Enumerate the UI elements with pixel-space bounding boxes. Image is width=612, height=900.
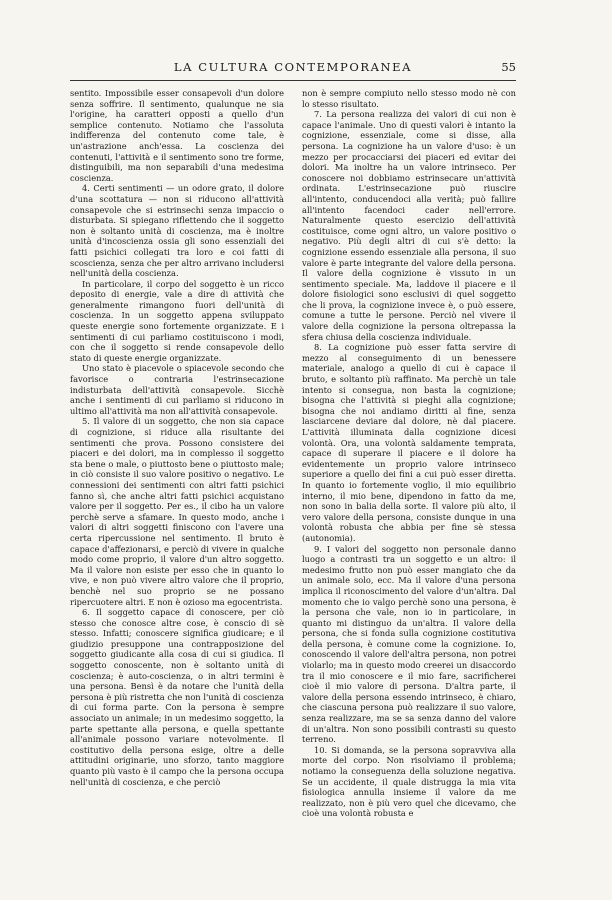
page-header: [70, 60, 516, 78]
paragraph: sentito. Impossibile esser consapevoli d'un dolore senza soffrire. Il sentimento, qualunque ne sia l'origine, ha caratteri opposti a quello d'un semplice contenuto. Notiamo che l'assoluta indifferenza del contenuto come tale, è un'astrazione anch'essa. La coscienza dei contenuti, l'attività e il sentimento sono tre forme, distinguibili, ma non separabili d'una medesima coscienza.: [70, 88, 284, 183]
paragraph: 5. Il valore di un soggetto, che non sia capace di cognizione, si riduce alla risultante dei sentimenti che prova. Possono consistere dei piaceri e dei dolori, ma in complesso il soggetto sta bene o male, o piuttosto bene o piuttosto male; in ciò consiste il suo valore positivo o negativo. Le connessioni dei sentimenti con altri fatti psichici fanno sì, che anche altri fatti psichici acquistano valore per il soggetto. Per es., il cibo ha un valore perchè serve a sfamare. In questo modo, anche i valori di altri soggetti finiscono con l'avere una certa ripercussione nel sentimento. Il bruto è capace d'affezionarsi, e perciò di vivere in qualche modo come proprio, il valore d'un altro soggetto. Ma il valore non esiste per esso che in quanto lo vive, e non può vivere altro valore che il proprio, benchè nel suo proprio se ne possano ripercuotere altri. E non è ozioso ma egocentrista.: [70, 416, 284, 607]
paragraph: Uno stato è piacevole o spiacevole secondo che favorisce o contraria l'estrinsecazione indisturbata dell'attività consapevole. Sicchè anche i sentimenti di cui parliamo si riducono in ultimo all'attività ma non all'attività consapevole.: [70, 363, 284, 416]
left-column: [70, 88, 284, 787]
paragraph: non è sempre compiuto nello stesso modo nè con lo stesso risultato.: [302, 88, 516, 109]
paragraph: 4. Certi sentimenti — un odore grato, il dolore d'una scottatura — non si riducono all'attività consapevole che si estrinsechi senza impaccio o disturbata. Si spiegano riflettendo che il soggetto non è soltanto unità di coscienza, ma è inoltre unità d'incoscienza ossia gli sono essenziali dei fatti psichici collegati tra loro e coi fatti di scoscienza, senza che per altro arrivano includersi nell'unità della coscienza.: [70, 183, 284, 279]
header-rule: [70, 80, 516, 81]
running-title: LA CULTURA CONTEMPORANEA: [173, 60, 413, 74]
right-column: [302, 88, 516, 819]
paragraph: 10. Si domanda, se la persona sopravviva alla morte del corpo. Non risolviamo il problema; notiamo la conseguenza della soluzione negativa. Se un accidente, il quale distrugga la mia vita fisiologica annulla insieme il valore da me realizzato, non è più vero quel che dicevamo, che cioè una volontà robusta e: [302, 744, 516, 819]
page-number: 55: [501, 60, 516, 74]
paragraph: 8. La cognizione può esser fatta servire di mezzo al conseguimento di un benessere materiale, analogo a quello di cui è capace il bruto, e soltanto più raffinato. Ma perchè un tale intento si consegua, non basta la cognizione; bisogna che l'attività si pieghi alla cognizione; bisogna che noi andiamo diritti al fine, senza lasciarcene deviare dal dolore, nè dal piacere. L'attività illuminata dalla cognizione dicesi volontà. Ora, una volontà saldamente temprata, capace di superare il piacere e il dolore ha evidentemente un proprio valore intrinseco superiore a quello dei fini a cui può esser diretta. In quanto io fortemente voglio, il mio equilibrio interno, il mio bene, dipendono in fatto da me, non sono in balia della sorte. Il valore più alto, il vero valore della persona, consiste dunque in una volontà robusta che abbia per fine sè stessa (autonomia).: [302, 342, 516, 543]
paragraph: In particolare, il corpo del soggetto è un ricco deposito di energie, vale a dire di attività che generalmente rimangono fuori dell'unità di coscienza. In un soggetto appena sviluppato queste energie sono fortemente organizzate. E i sentimenti di cui parliamo costituiscono i modi, con che il soggetto si rende consapevole dello stato di queste energie organizzate.: [70, 278, 284, 363]
paragraph: 9. I valori del soggetto non personale danno luogo a contrasti tra un soggetto e un altro: il medesimo frutto non può esser mangiato che da un animale solo, ecc. Ma il valore d'una persona implica il riconoscimento del valore d'un'altra. Dal momento che io valgo perchè sono una persona, è la persona che vale, non io in particolare, in quanto mi distinguo da un'altra. Il valore della persona, che si fonda sulla cognizione costitutiva della persona, è comune come la cognizione. Io, conoscendo il valore dell'altra persona, non potrei violarlo; ma in questo modo creerei un disaccordo tra il mio conoscere e il mio fare, sacrificherei cioè il mio valore di persona. D'altra parte, il valore della persona essendo intrinseco, è chiaro, che ciascuna persona può realizzare il suo valore, senza realizzare, ma se sa senza danno del valore di un'altra. Non sono possibili contrasti su questo terreno.: [302, 543, 516, 745]
paragraph: 7. La persona realizza dei valori di cui non è capace l'animale. Uno di questi valori è intanto la cognizione, essenziale, come si disse, alla persona. La cognizione ha un valore d'uso: è un mezzo per procacciarsi dei piaceri ed evitar dei dolori. Ma inoltre ha un valore intrinseco. Per conoscere noi dobbiamo estrinsecare un'attività ordinata. L'estrinsecazione può riuscire all'intento, conducendoci alla verità; può fallire all'intento facendoci cader nell'errore. Naturalmente questo esercizio dell'attività costituisce, come ogni altro, un valore positivo o negativo. Più degli altri di cui s'è detto: la cognizione essendo essenziale alla persona, il suo valore è parte integrante del valore della persona. Il valore della cognizione è vissuto in un sentimento speciale. Ma, laddove il piacere e il dolore fisiologici sono esclusivi di quel soggetto che li prova, la cognizione invece è, o può essere, comune a tutte le persone. Perciò nel vivere il valore della cognizione la persona oltrepassa la sfera chiusa della coscienza individuale.: [302, 109, 516, 342]
paragraph: 6. Il soggetto capace di conoscere, per ciò stesso che conosce altre cose, è conscio di sè stesso. Infatti; conoscere significa giudicare; e il giudizio presuppone una contrapposizione del soggetto giudicante alla cosa di cui si giudica. Il soggetto conoscente, non è soltanto unità di coscienza; è auto-coscienza, o in altri termini è una persona. Bensì è da notare che l'unità della persona è più ristretta che non l'unità di coscienza di cui forma parte. Con la persona è sempre associato un animale; in un medesimo soggetto, la parte spettante alla persona, e quella spettante all'animale possono variare notevolmente. Il costitutivo della persona esige, oltre a delle attitudini originarie, uno sforzo, tanto maggiore quanto più vasto è il campo che la persona occupa nell'unità di coscienza, e che perciò: [70, 607, 284, 787]
